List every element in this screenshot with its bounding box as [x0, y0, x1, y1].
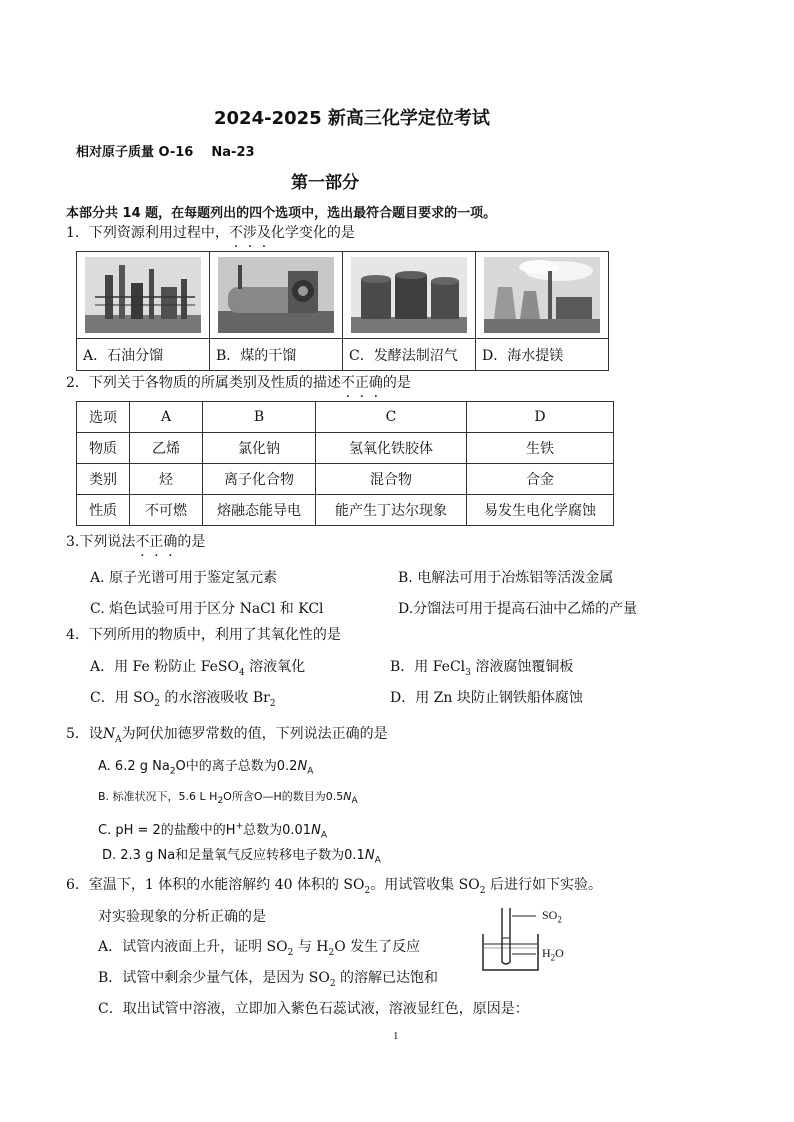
- q5-option-c: C. pH = 2的盐酸中的H+总数为$0.01N_A$: [98, 821, 327, 841]
- question-2-table: [76, 401, 614, 526]
- q4-option-b: B．用 FeCl$_3$ 溶液腐蚀覆铜板: [390, 659, 574, 678]
- coal-coking-plant-photo-icon: [218, 257, 334, 333]
- q4-option-a: A．用 Fe 粉防止 FeSO$_4$ 溶液氧化: [90, 659, 306, 678]
- q3-option-b: B. 电解法可用于冶炼铝等活泼金属: [398, 570, 614, 586]
- part-heading: 第一部分: [291, 173, 359, 193]
- q5-option-b: B. 标准状况下，5.6 L $H_2O$所含O—H的数目为$0.5N_A$: [98, 790, 358, 807]
- biogas-tanks-photo-icon: [351, 257, 467, 333]
- image-cell-d: [476, 252, 609, 339]
- page-number: 1: [393, 1030, 399, 1042]
- q5-option-a: A. 6.2 g $Na_2O$中的离子总数为$0.2N_A$: [98, 759, 314, 777]
- q4-option-c: C．用 $SO_2$ 的水溶液吸收 $Br_2$: [90, 690, 276, 709]
- image-cell-a: [77, 252, 210, 339]
- image-cell-c: [343, 252, 476, 339]
- question-1-stem: 1．下列资源利用过程中，不涉及化学变化的是: [66, 225, 355, 241]
- q3-option-a: A. 原子光谱可用于鉴定氢元素: [90, 570, 278, 586]
- apparatus-label-h2o: $H_2O$: [542, 946, 564, 963]
- question-2-stem: 2．下列关于各物质的所属类别及性质的描述不正确的是: [66, 375, 411, 391]
- image-cell-b: [210, 252, 343, 339]
- table-row: 选项 A B C D: [77, 402, 614, 433]
- question-4-stem: 4．下列所用的物质中，利用了其氧化性的是: [66, 627, 341, 643]
- question-5-stem: 5．设$N_A$为阿伏加德罗常数的值，下列说法正确的是: [66, 726, 388, 745]
- instructions: 本部分共 14 题，在每题列出的四个选项中，选出最符合题目要求的一项。: [66, 206, 497, 221]
- q6-option-c: C．取出试管中溶液，立即加入紫色石蕊试液，溶液显红色，原因是：: [98, 1001, 529, 1017]
- question-1-image-table: [76, 251, 609, 371]
- apparatus-label-so2: $SO_2$: [542, 908, 562, 925]
- oil-refinery-photo-icon: [85, 257, 201, 333]
- power-plant-photo-icon: [484, 257, 600, 333]
- question-6-line-2: 对实验现象的分析正确的是: [98, 909, 266, 925]
- option-b-caption: B．煤的干馏: [210, 339, 343, 371]
- option-a-caption: A．石油分馏: [77, 339, 210, 371]
- atomic-mass-line: 相对原子质量 O-16 Na-23: [76, 145, 255, 160]
- option-c-caption: C．发酵法制沼气: [343, 339, 476, 371]
- q4-option-d: D．用 Zn 块防止钢铁船体腐蚀: [390, 690, 583, 706]
- question-6-stem: 6．室温下，1 体积的水能溶解约 40 体积的 $SO_2$。用试管收集 $SO_2$ 后进行如下实验。: [66, 877, 602, 896]
- table-row: 物质 乙烯 氯化钠 氢氧化铁胶体 生铁: [77, 433, 614, 464]
- q5-option-d: D. 2.3 g Na和足量氧气反应转移电子数为$0.1N_A$: [102, 848, 381, 866]
- q6-option-a: A．试管内液面上升，证明 $SO_2$ 与 $H_2O$ 发生了反应: [98, 939, 421, 958]
- table-row: 性质 不可燃 熔融态能导电 能产生丁达尔现象 易发生电化学腐蚀: [77, 495, 614, 526]
- table-row: 类别 烃 离子化合物 混合物 合金: [77, 464, 614, 495]
- option-d-caption: D．海水提镁: [476, 339, 609, 371]
- q6-option-b: B．试管中剩余少量气体，是因为 $SO_2$ 的溶解已达饱和: [98, 970, 438, 989]
- test-tube-apparatus-icon: [478, 904, 598, 976]
- question-3-stem: 3.下列说法不正确的是: [66, 534, 206, 550]
- q3-option-c: C. 焰色试验可用于区分 NaCl 和 KCl: [90, 601, 324, 617]
- exam-title: 2024-2025 新高三化学定位考试: [214, 108, 490, 129]
- q3-option-d: D.分馏法可用于提高石油中乙烯的产量: [398, 601, 638, 617]
